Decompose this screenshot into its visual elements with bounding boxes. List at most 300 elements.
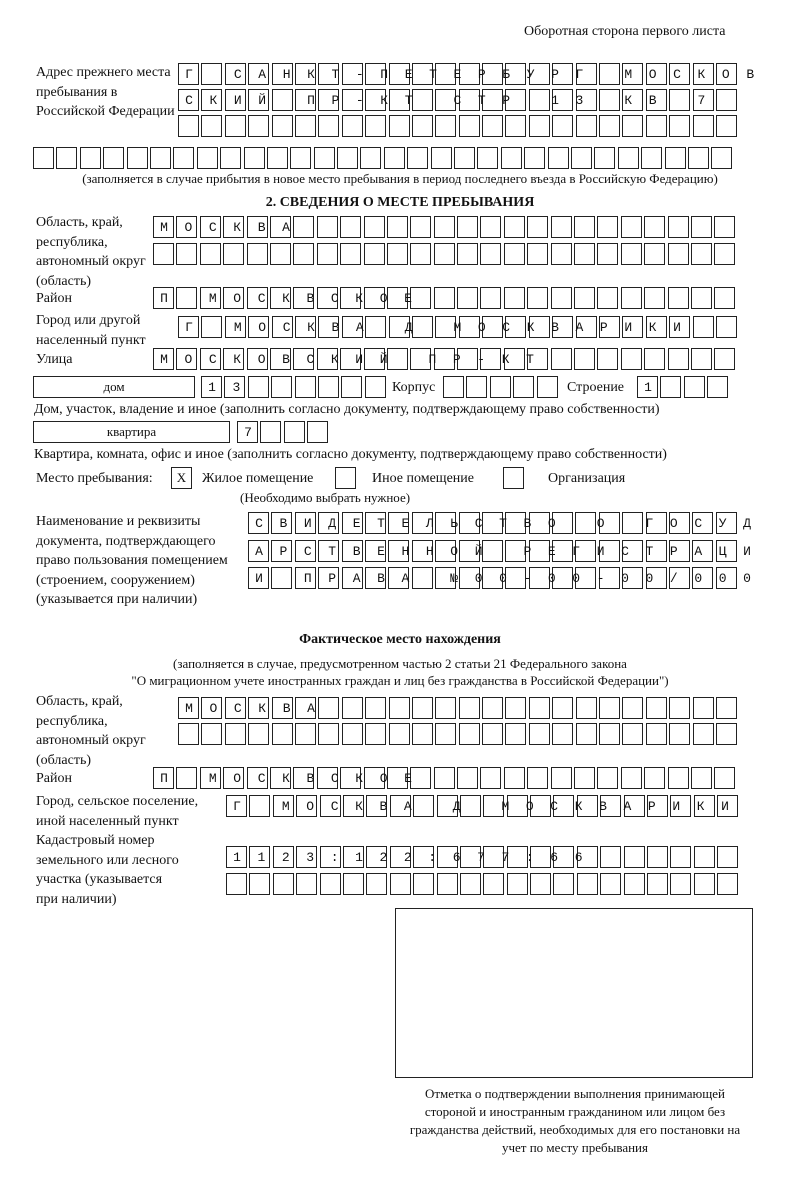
char-box[interactable]: [597, 287, 618, 309]
char-box[interactable]: [320, 795, 341, 817]
char-box[interactable]: [410, 243, 431, 265]
char-box[interactable]: [669, 723, 690, 745]
char-box[interactable]: [707, 376, 728, 398]
char-box[interactable]: [482, 115, 503, 137]
char-box[interactable]: [482, 512, 503, 534]
char-box[interactable]: [318, 115, 339, 137]
char-box[interactable]: [576, 63, 597, 85]
house-number-row[interactable]: [201, 376, 388, 398]
char-box[interactable]: [295, 723, 316, 745]
char-box[interactable]: [340, 287, 361, 309]
char-box[interactable]: [460, 873, 481, 895]
char-box[interactable]: [692, 540, 713, 562]
char-box[interactable]: [435, 63, 456, 85]
char-box[interactable]: [224, 376, 245, 398]
char-box[interactable]: [717, 795, 738, 817]
char-box[interactable]: [244, 147, 265, 169]
char-box[interactable]: [153, 287, 174, 309]
char-box[interactable]: [173, 147, 194, 169]
char-box[interactable]: [600, 795, 621, 817]
char-box[interactable]: [668, 216, 689, 238]
char-box[interactable]: [594, 147, 615, 169]
char-box[interactable]: [272, 723, 293, 745]
char-box[interactable]: [364, 216, 385, 238]
char-box[interactable]: [505, 697, 526, 719]
char-box[interactable]: [293, 348, 314, 370]
char-box[interactable]: [318, 540, 339, 562]
char-box[interactable]: [248, 540, 269, 562]
char-box[interactable]: [389, 89, 410, 111]
char-box[interactable]: [483, 795, 504, 817]
cadastre-row-1[interactable]: [226, 846, 741, 868]
char-box[interactable]: [457, 767, 478, 789]
char-box[interactable]: [295, 697, 316, 719]
char-box[interactable]: [480, 216, 501, 238]
char-box[interactable]: [693, 89, 714, 111]
char-box[interactable]: [343, 795, 364, 817]
char-box[interactable]: [237, 421, 258, 443]
char-box[interactable]: [317, 243, 338, 265]
char-box[interactable]: [644, 243, 665, 265]
char-box[interactable]: [599, 89, 620, 111]
char-box[interactable]: [295, 512, 316, 534]
street-row[interactable]: [153, 348, 738, 370]
char-box[interactable]: [647, 873, 668, 895]
char-box[interactable]: [272, 316, 293, 338]
char-box[interactable]: [691, 243, 712, 265]
char-box[interactable]: [457, 216, 478, 238]
char-box[interactable]: [553, 873, 574, 895]
char-box[interactable]: [435, 115, 456, 137]
char-box[interactable]: [341, 376, 362, 398]
char-box[interactable]: [504, 216, 525, 238]
char-box[interactable]: [272, 63, 293, 85]
char-box[interactable]: [153, 348, 174, 370]
char-box[interactable]: [365, 540, 386, 562]
char-box[interactable]: [273, 873, 294, 895]
char-box[interactable]: [621, 348, 642, 370]
char-box[interactable]: [412, 316, 433, 338]
char-box[interactable]: [692, 512, 713, 534]
char-box[interactable]: [529, 89, 550, 111]
char-box[interactable]: [317, 348, 338, 370]
char-box[interactable]: [320, 873, 341, 895]
char-box[interactable]: [248, 723, 269, 745]
char-box[interactable]: [524, 147, 545, 169]
char-box[interactable]: [435, 567, 456, 589]
char-box[interactable]: [599, 697, 620, 719]
char-box[interactable]: [716, 316, 737, 338]
char-box[interactable]: [342, 115, 363, 137]
char-box[interactable]: [505, 512, 526, 534]
char-box[interactable]: [490, 376, 511, 398]
char-box[interactable]: [622, 512, 643, 534]
char-box[interactable]: [571, 147, 592, 169]
char-box[interactable]: [482, 316, 503, 338]
char-box[interactable]: [646, 89, 667, 111]
char-box[interactable]: [504, 243, 525, 265]
char-box[interactable]: [553, 795, 574, 817]
char-box[interactable]: [431, 147, 452, 169]
char-box[interactable]: [576, 697, 597, 719]
char-box[interactable]: [454, 147, 475, 169]
char-box[interactable]: [387, 287, 408, 309]
char-box[interactable]: [200, 348, 221, 370]
char-box[interactable]: [668, 348, 689, 370]
char-box[interactable]: [314, 147, 335, 169]
char-box[interactable]: [527, 243, 548, 265]
char-box[interactable]: [621, 287, 642, 309]
char-box[interactable]: [412, 723, 433, 745]
char-box[interactable]: [600, 846, 621, 868]
char-box[interactable]: [293, 216, 314, 238]
char-box[interactable]: [527, 767, 548, 789]
char-box[interactable]: [716, 697, 737, 719]
char-box[interactable]: [644, 348, 665, 370]
char-box[interactable]: [317, 216, 338, 238]
char-box[interactable]: [270, 216, 291, 238]
char-box[interactable]: [366, 795, 387, 817]
char-box[interactable]: [343, 846, 364, 868]
char-box[interactable]: [694, 873, 715, 895]
char-box[interactable]: [249, 795, 270, 817]
char-box[interactable]: [529, 697, 550, 719]
prev-address-row-3[interactable]: [178, 115, 739, 137]
char-box[interactable]: [271, 540, 292, 562]
char-box[interactable]: [716, 512, 737, 534]
char-box[interactable]: [317, 287, 338, 309]
char-box[interactable]: [622, 63, 643, 85]
char-box[interactable]: [223, 243, 244, 265]
char-box[interactable]: [716, 723, 737, 745]
char-box[interactable]: [460, 846, 481, 868]
char-box[interactable]: [552, 115, 573, 137]
char-box[interactable]: [389, 115, 410, 137]
char-box[interactable]: [575, 540, 596, 562]
char-box[interactable]: [482, 89, 503, 111]
char-box[interactable]: [552, 540, 573, 562]
char-box[interactable]: [714, 216, 735, 238]
char-box[interactable]: [646, 567, 667, 589]
char-box[interactable]: [412, 697, 433, 719]
char-box[interactable]: [343, 873, 364, 895]
region-row-2[interactable]: [153, 243, 738, 265]
option-checkbox-other[interactable]: [335, 467, 356, 489]
char-box[interactable]: [507, 846, 528, 868]
char-box[interactable]: [413, 846, 434, 868]
char-box[interactable]: [513, 376, 534, 398]
char-box[interactable]: [365, 316, 386, 338]
char-box[interactable]: [412, 540, 433, 562]
char-box[interactable]: [249, 846, 270, 868]
char-box[interactable]: [669, 540, 690, 562]
char-box[interactable]: [247, 767, 268, 789]
char-box[interactable]: [273, 795, 294, 817]
char-box[interactable]: [670, 846, 691, 868]
char-box[interactable]: [459, 512, 480, 534]
char-box[interactable]: [365, 376, 386, 398]
char-box[interactable]: [248, 567, 269, 589]
char-box[interactable]: [223, 216, 244, 238]
char-box[interactable]: [529, 512, 550, 534]
char-box[interactable]: [711, 147, 732, 169]
char-box[interactable]: [530, 795, 551, 817]
char-box[interactable]: [390, 795, 411, 817]
char-box[interactable]: [200, 243, 221, 265]
char-box[interactable]: [480, 767, 501, 789]
char-box[interactable]: [577, 795, 598, 817]
char-box[interactable]: [477, 147, 498, 169]
char-box[interactable]: [716, 89, 737, 111]
char-box[interactable]: [482, 723, 503, 745]
char-box[interactable]: [552, 567, 573, 589]
char-box[interactable]: [33, 147, 54, 169]
char-box[interactable]: [507, 795, 528, 817]
char-box[interactable]: [318, 567, 339, 589]
char-box[interactable]: [225, 316, 246, 338]
char-box[interactable]: [644, 216, 665, 238]
char-box[interactable]: [271, 376, 292, 398]
char-box[interactable]: [434, 767, 455, 789]
char-box[interactable]: [293, 767, 314, 789]
char-box[interactable]: [537, 376, 558, 398]
char-box[interactable]: [457, 348, 478, 370]
char-box[interactable]: [342, 697, 363, 719]
char-box[interactable]: [342, 540, 363, 562]
char-box[interactable]: [529, 115, 550, 137]
char-box[interactable]: [307, 421, 328, 443]
char-box[interactable]: [270, 287, 291, 309]
char-box[interactable]: [249, 873, 270, 895]
char-box[interactable]: [226, 873, 247, 895]
char-box[interactable]: [413, 795, 434, 817]
char-box[interactable]: [529, 63, 550, 85]
char-box[interactable]: [127, 147, 148, 169]
char-box[interactable]: [225, 115, 246, 137]
char-box[interactable]: [248, 376, 269, 398]
char-box[interactable]: [646, 316, 667, 338]
char-box[interactable]: [622, 115, 643, 137]
char-box[interactable]: [225, 89, 246, 111]
option-checkbox-organization[interactable]: [503, 467, 524, 489]
char-box[interactable]: [201, 316, 222, 338]
flat-type-field[interactable]: квартира: [33, 421, 230, 443]
char-box[interactable]: [223, 767, 244, 789]
char-box[interactable]: [599, 316, 620, 338]
char-box[interactable]: [434, 216, 455, 238]
char-box[interactable]: [437, 795, 458, 817]
char-box[interactable]: [342, 316, 363, 338]
char-box[interactable]: [388, 540, 409, 562]
document-row-3[interactable]: [248, 567, 768, 589]
char-box[interactable]: [248, 512, 269, 534]
char-box[interactable]: [342, 63, 363, 85]
char-box[interactable]: [551, 243, 572, 265]
char-box[interactable]: [387, 348, 408, 370]
char-box[interactable]: [599, 115, 620, 137]
document-row-1[interactable]: [248, 512, 768, 534]
char-box[interactable]: [410, 348, 431, 370]
char-box[interactable]: [621, 767, 642, 789]
char-box[interactable]: [505, 316, 526, 338]
char-box[interactable]: [296, 873, 317, 895]
char-box[interactable]: [576, 89, 597, 111]
char-box[interactable]: [669, 89, 690, 111]
document-row-2[interactable]: [248, 540, 768, 562]
char-box[interactable]: [622, 316, 643, 338]
char-box[interactable]: [434, 243, 455, 265]
char-box[interactable]: [178, 723, 199, 745]
char-box[interactable]: [670, 795, 691, 817]
char-box[interactable]: [507, 873, 528, 895]
char-box[interactable]: [271, 512, 292, 534]
char-box[interactable]: [340, 767, 361, 789]
char-box[interactable]: [364, 287, 385, 309]
char-box[interactable]: [200, 287, 221, 309]
char-box[interactable]: [622, 89, 643, 111]
char-box[interactable]: [621, 243, 642, 265]
char-box[interactable]: [410, 287, 431, 309]
char-box[interactable]: [201, 63, 222, 85]
char-box[interactable]: [688, 147, 709, 169]
char-box[interactable]: [247, 243, 268, 265]
char-box[interactable]: [225, 697, 246, 719]
char-box[interactable]: [365, 63, 386, 85]
char-box[interactable]: [501, 147, 522, 169]
char-box[interactable]: [646, 723, 667, 745]
char-box[interactable]: [223, 287, 244, 309]
char-box[interactable]: [647, 846, 668, 868]
char-box[interactable]: [176, 767, 197, 789]
char-box[interactable]: [435, 540, 456, 562]
char-box[interactable]: [443, 376, 464, 398]
char-box[interactable]: [622, 723, 643, 745]
char-box[interactable]: [691, 287, 712, 309]
char-box[interactable]: [574, 287, 595, 309]
char-box[interactable]: [644, 767, 665, 789]
char-box[interactable]: [220, 147, 241, 169]
house-type-field[interactable]: дом: [33, 376, 195, 398]
char-box[interactable]: [387, 243, 408, 265]
char-box[interactable]: [504, 287, 525, 309]
char-box[interactable]: [624, 873, 645, 895]
char-box[interactable]: [527, 287, 548, 309]
char-box[interactable]: [668, 243, 689, 265]
char-box[interactable]: [622, 540, 643, 562]
char-box[interactable]: [176, 287, 197, 309]
char-box[interactable]: [552, 697, 573, 719]
char-box[interactable]: [576, 316, 597, 338]
char-box[interactable]: [388, 512, 409, 534]
char-box[interactable]: [412, 63, 433, 85]
char-box[interactable]: [435, 316, 456, 338]
char-box[interactable]: [340, 348, 361, 370]
char-box[interactable]: [505, 115, 526, 137]
char-box[interactable]: [693, 316, 714, 338]
char-box[interactable]: [103, 147, 124, 169]
actual-region-row-1[interactable]: [178, 697, 739, 719]
char-box[interactable]: [574, 767, 595, 789]
char-box[interactable]: [716, 115, 737, 137]
char-box[interactable]: [200, 767, 221, 789]
char-box[interactable]: [693, 697, 714, 719]
char-box[interactable]: [267, 147, 288, 169]
char-box[interactable]: [459, 723, 480, 745]
char-box[interactable]: [364, 767, 385, 789]
char-box[interactable]: [390, 846, 411, 868]
char-box[interactable]: [714, 348, 735, 370]
char-box[interactable]: [296, 846, 317, 868]
char-box[interactable]: [290, 147, 311, 169]
char-box[interactable]: [342, 512, 363, 534]
char-box[interactable]: [388, 567, 409, 589]
char-box[interactable]: [505, 63, 526, 85]
char-box[interactable]: [225, 723, 246, 745]
char-box[interactable]: [407, 147, 428, 169]
char-box[interactable]: [459, 540, 480, 562]
prev-address-row-4[interactable]: [33, 147, 735, 169]
char-box[interactable]: [575, 512, 596, 534]
char-box[interactable]: [387, 216, 408, 238]
char-box[interactable]: [482, 540, 503, 562]
building-row[interactable]: [637, 376, 731, 398]
char-box[interactable]: [622, 567, 643, 589]
char-box[interactable]: [435, 512, 456, 534]
city-row[interactable]: [178, 316, 739, 338]
char-box[interactable]: [437, 873, 458, 895]
char-box[interactable]: [318, 316, 339, 338]
actual-region-row-2[interactable]: [178, 723, 739, 745]
char-box[interactable]: [665, 147, 686, 169]
char-box[interactable]: [693, 63, 714, 85]
char-box[interactable]: [482, 567, 503, 589]
char-box[interactable]: [389, 723, 410, 745]
char-box[interactable]: [270, 767, 291, 789]
char-box[interactable]: [247, 348, 268, 370]
char-box[interactable]: [552, 512, 573, 534]
char-box[interactable]: [273, 846, 294, 868]
char-box[interactable]: [201, 723, 222, 745]
char-box[interactable]: [622, 697, 643, 719]
char-box[interactable]: [272, 115, 293, 137]
char-box[interactable]: [457, 243, 478, 265]
char-box[interactable]: [530, 846, 551, 868]
char-box[interactable]: [669, 512, 690, 534]
char-box[interactable]: [551, 287, 572, 309]
char-box[interactable]: [410, 767, 431, 789]
char-box[interactable]: [684, 376, 705, 398]
char-box[interactable]: [576, 115, 597, 137]
char-box[interactable]: [599, 512, 620, 534]
cadastre-row-2[interactable]: [226, 873, 741, 895]
char-box[interactable]: [669, 697, 690, 719]
char-box[interactable]: [412, 115, 433, 137]
char-box[interactable]: [714, 767, 735, 789]
char-box[interactable]: [295, 89, 316, 111]
char-box[interactable]: [412, 89, 433, 111]
char-box[interactable]: [553, 846, 574, 868]
char-box[interactable]: [366, 873, 387, 895]
char-box[interactable]: [150, 147, 171, 169]
char-box[interactable]: [390, 873, 411, 895]
char-box[interactable]: [413, 873, 434, 895]
char-box[interactable]: [295, 63, 316, 85]
char-box[interactable]: [646, 540, 667, 562]
char-box[interactable]: [178, 63, 199, 85]
char-box[interactable]: [247, 216, 268, 238]
char-box[interactable]: [412, 512, 433, 534]
char-box[interactable]: [295, 567, 316, 589]
